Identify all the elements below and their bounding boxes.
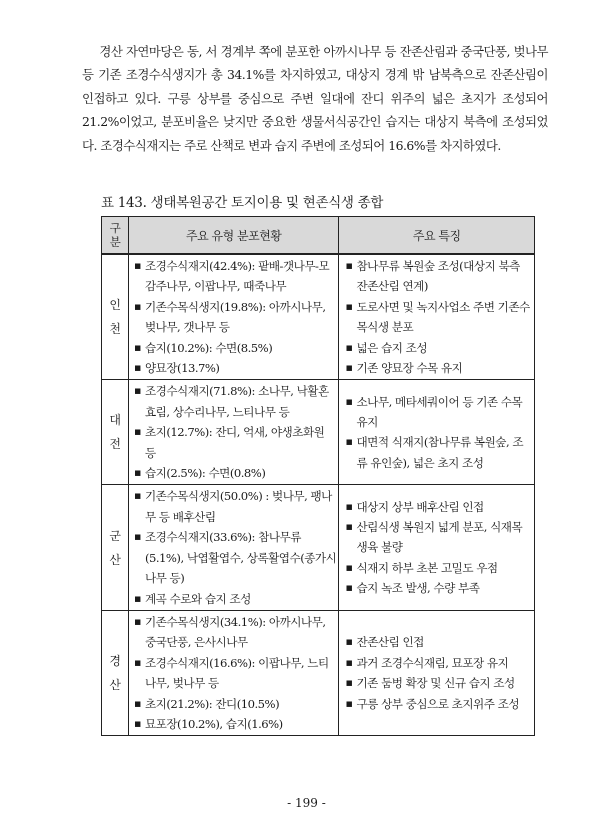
region-char-1: 경 xyxy=(109,654,121,669)
body-paragraph: 경산 자연마당은 동, 서 경계부 쪽에 분포한 아까시나무 등 잔존산림과 중국단풍, 벚나무 등 기존 조경수식생지가 총 34.1%를 차지하였고, 대상지 경계 밖 남북측으로 잔존산림이 인접하고 있다. 구릉 상부를 중심으로 주변 일대에 잔디 위주의 넓은 초지가 조성되어 21.2%이었고, 분포비율은 낮지만 중요한 생물서식공간인 습지는 대상지 북측에 조성되었다. 조경수식재지는 주로 산책로 변과 습지 주변에 조성되어 16.6%를 차지하였다. xyxy=(82,44,548,153)
distribution-item: ▪ 습지(10.2%): 수면(8.5%) xyxy=(134,338,337,358)
feature-item: ▪ 기존 양묘장 수목 유지 xyxy=(345,358,532,378)
header-region-char-1: 구 xyxy=(109,221,121,235)
feature-item: ▪ 도로사면 및 녹지사업소 주변 기존수목식생 분포 xyxy=(345,297,532,338)
feature-item: ▪ 산림식생 복원지 넓게 분포, 식재목 생육 불량 xyxy=(345,517,532,558)
table-row-daejeon xyxy=(102,380,535,485)
distribution-item: ▪ 기존수목식생지(19.8%): 아까시나무, 벚나무, 갯나무 등 xyxy=(134,297,337,338)
features-cell-gyeongsan xyxy=(339,610,535,735)
region-char-1: 군 xyxy=(109,528,121,543)
feature-item: ▪ 기존 둠벙 확장 및 신규 습지 조성 xyxy=(345,673,532,693)
table-row-gyeongsan xyxy=(102,610,535,735)
region-char-2: 전 xyxy=(109,437,121,452)
distribution-cell-daejeon xyxy=(128,380,339,485)
region-char-2: 산 xyxy=(109,552,121,567)
table-header-row xyxy=(102,217,535,255)
region-char-2: 산 xyxy=(109,678,121,693)
distribution-item: ▪ 조경수식재지(33.6%): 참나무류(5.1%), 낙엽활엽수, 상록활엽수(종가시나무 등) xyxy=(134,527,337,588)
feature-item: ▪ 식재지 하부 초본 고밀도 우점 xyxy=(345,558,532,578)
distribution-item: ▪ 기존수목식생지(50.0%) : 벚나무, 팽나무 등 배후산림 xyxy=(134,486,337,527)
feature-item: ▪ 대면적 식재지(참나무류 복원숲, 조류 유인숲), 넓은 초지 조성 xyxy=(345,432,532,473)
region-cell-gyeongsan xyxy=(102,610,129,735)
region-cell-daejeon xyxy=(102,380,129,485)
distribution-item: ▪ 조경수식재지(42.4%): 팥배-갯나무-모감주나무, 이팝나무, 때죽나무 xyxy=(134,256,337,297)
distribution-item: ▪ 초지(12.7%): 잔디, 억새, 야생초화원 등 xyxy=(134,422,337,463)
distribution-item: ▪ 습지(2.5%): 수면(0.8%) xyxy=(134,463,337,483)
feature-item: ▪ 습지 녹조 발생, 수량 부족 xyxy=(345,578,532,598)
region-char-2: 천 xyxy=(109,322,121,337)
header-distribution: 주요 유형 분포현황 xyxy=(128,217,339,255)
distribution-item: ▪ 양묘장(13.7%) xyxy=(134,358,337,378)
distribution-cell-incheon xyxy=(128,254,339,380)
region-cell-incheon xyxy=(102,254,129,380)
feature-item: ▪ 잔존산림 인접 xyxy=(345,632,532,652)
feature-item: ▪ 대상지 상부 배후산림 인접 xyxy=(345,497,532,517)
distribution-cell-gyeongsan xyxy=(128,610,339,735)
region-char-1: 대 xyxy=(109,413,121,428)
features-cell-daejeon xyxy=(339,380,535,485)
feature-item: ▪ 과거 조경수식재림, 묘포장 유지 xyxy=(345,653,532,673)
feature-item: ▪ 넓은 습지 조성 xyxy=(345,338,532,358)
features-cell-incheon xyxy=(339,254,535,380)
distribution-cell-gunsan xyxy=(128,485,339,610)
header-region-char-2: 분 xyxy=(109,235,121,249)
table-row-gunsan xyxy=(102,485,535,610)
distribution-item: ▪ 조경수식재지(16.6%): 이팝나무, 느티나무, 벚나무 등 xyxy=(134,653,337,694)
summary-table xyxy=(101,216,535,736)
distribution-item: ▪ 계곡 수로와 습지 조성 xyxy=(134,589,337,609)
feature-item: ▪ 참나무류 복원숲 조성(대상지 북측 잔존산림 연계) xyxy=(345,256,532,297)
distribution-item: ▪ 묘포장(10.2%), 습지(1.6%) xyxy=(134,714,337,734)
distribution-item: ▪ 기존수목식생지(34.1%): 아까시나무, 중국단풍, 은사시나무 xyxy=(134,612,337,653)
feature-item: ▪ 구릉 상부 중심으로 초지위주 조성 xyxy=(345,694,532,714)
page-number: - 199 - xyxy=(287,796,326,810)
table-row-incheon xyxy=(102,254,535,380)
distribution-item: ▪ 조경수식재지(71.8%): 소나무, 낙활혼효림, 상수리나무, 느티나무 등 xyxy=(134,381,337,422)
region-char-1: 인 xyxy=(109,298,121,313)
feature-item: ▪ 소나무, 메타세쿼이어 등 기존 수목 유지 xyxy=(345,392,532,433)
distribution-item: ▪ 초지(21.2%): 잔디(10.5%) xyxy=(134,694,337,714)
features-cell-gunsan xyxy=(339,485,535,610)
table-title: 표 143. 생태복원공간 토지이용 및 현존식생 종합 xyxy=(101,195,384,211)
region-cell-gunsan xyxy=(102,485,129,610)
header-region xyxy=(102,217,129,255)
header-features: 주요 특징 xyxy=(339,217,535,255)
